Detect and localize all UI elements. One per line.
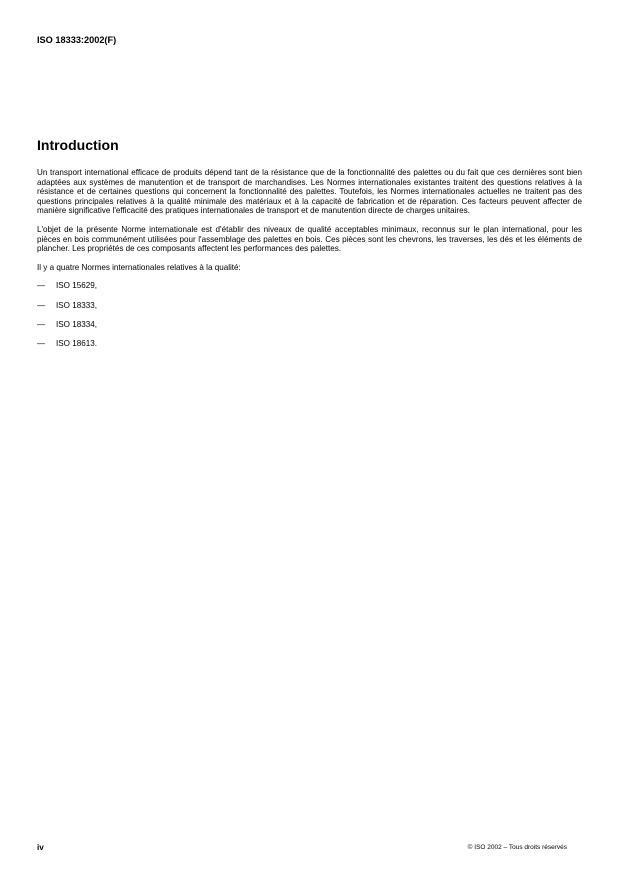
list-item [37,281,582,291]
body-text [37,168,582,358]
dash-bullet: — [37,281,46,291]
section-title: Introduction [37,137,119,153]
list-item-text: ISO 18334, [56,319,97,329]
paragraph-3: Il y a quatre Normes internationales relatives à la qualité: [37,262,241,272]
list-item-text: ISO 15629, [56,281,97,291]
list-item-text: ISO 18333, [56,300,97,310]
dash-bullet: — [37,319,46,329]
dash-bullet: — [37,338,46,348]
paragraph-2: L'objet de la présente Norme internationale est d'établir des niveaux de qualité acceptables minimaux, reconnus sur le plan international, pour les pièces en bois communément utilisées pour l'assemblage des palettes en bois. Ces pièces sont les chevrons, les traverses, les dés et les éléments de plancher. Les propriétés de ces composants affectent les performances des palettes. [37,224,582,254]
standards-list [37,281,582,348]
list-item [37,320,582,330]
copyright-notice: © ISO 2002 – Tous droits réservés [467,844,567,851]
list-item-text: ISO 18613. [56,338,97,348]
dash-bullet: — [37,300,46,310]
page-number: iv [37,843,44,852]
document-code: ISO 18333:2002(F) [37,35,117,45]
list-item [37,339,582,349]
list-item [37,301,582,311]
paragraph-1: Un transport international efficace de produits dépend tant de la résistance que de la fonctionnalité des palettes ou du fait que ces dernières sont bien adaptées aux systèmes de manutention et de transport de marchandises. Les Normes internationales existantes traitent des questions relatives à la résistance et de certaines questions qui concernent la fonctionnalité des palettes. Toutefois, les Normes internationales actuelles ne traitent pas des questions principales relatives à la qualité minimale des matériaux et à la capacité de fabrication et de réparation. Ces facteurs peuvent affecter de manière significative l'efficacité des pratiques internationales de transport et de manutention directe de charges unitaires. [37,168,582,216]
